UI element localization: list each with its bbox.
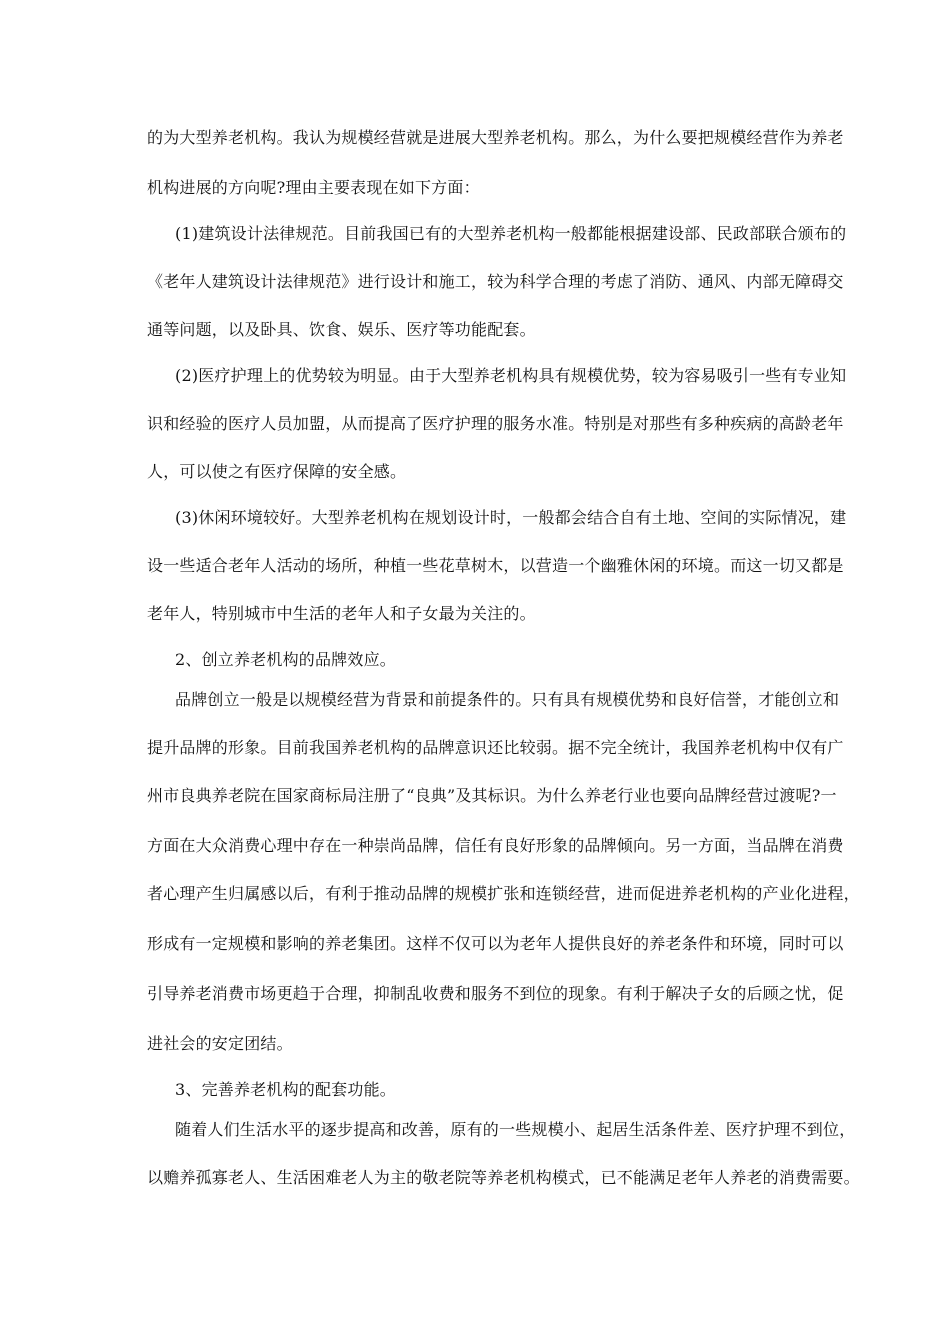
text-line: 形成有一定规模和影响的养老集团。这样不仅可以为老年人提供良好的养老条件和环境，同时可以	[147, 934, 844, 953]
text-line: 设一些适合老年人活动的场所，种植一些花草树木，以营造一个幽雅休闲的环境。而这一切又都是	[147, 556, 844, 575]
text-line: 的为大型养老机构。我认为规模经营就是进展大型养老机构。那么，为什么要把规模经营作为养老	[147, 128, 844, 147]
text-line: 机构进展的方向呢?理由主要表现在如下方面：	[147, 178, 480, 197]
text-line: 老年人，特别城市中生活的老年人和子女最为关注的。	[147, 604, 536, 623]
text-line: 《老年人建筑设计法律规范》进行设计和施工，较为科学合理的考虑了消防、通风、内部无障碍交	[147, 272, 844, 291]
text-line: 人，可以使之有医疗保障的安全感。	[147, 462, 407, 481]
text-line: 随着人们生活水平的逐步提高和改善，原有的一些规模小、起居生活条件差、医疗护理不到位，	[175, 1120, 856, 1139]
text-line: 州市良典养老院在国家商标局注册了“良典”及其标识。为什么养老行业也要向品牌经营过渡呢?一	[147, 786, 837, 805]
text-line: 引导养老消费市场更趋于合理，抑制乱收费和服务不到位的现象。有利于解决子女的后顾之忧，促	[147, 984, 844, 1003]
text-line: 识和经验的医疗人员加盟，从而提高了医疗护理的服务水准。特别是对那些有多种疾病的高龄老年	[147, 414, 844, 433]
paragraph-heading-1: (1)建筑设计法律规范。目前我国已有的大型养老机构一般都能根据建设部、民政部联合颁布的	[175, 224, 847, 243]
text-line: 品牌创立一般是以规模经营为背景和前提条件的。只有具有规模优势和良好信誉，才能创立和	[175, 690, 840, 709]
text-line: 者心理产生归属感以后，有利于推动品牌的规模扩张和连锁经营，进而促进养老机构的产业化进程，	[147, 884, 860, 903]
text-line: 方面在大众消费心理中存在一种崇尚品牌，信任有良好形象的品牌倾向。另一方面，当品牌在消费	[147, 836, 844, 855]
text-line: 通等问题，以及卧具、饮食、娱乐、医疗等功能配套。	[147, 320, 536, 339]
paragraph-heading-2: (2)医疗护理上的优势较为明显。由于大型养老机构具有规模优势，较为容易吸引一些有专业知	[175, 366, 847, 385]
text-line: 进社会的安定团结。	[147, 1034, 293, 1053]
text-line: 提升品牌的形象。目前我国养老机构的品牌意识还比较弱。据不完全统计，我国养老机构中仅有广	[147, 738, 844, 757]
section-heading-2: 2、创立养老机构的品牌效应。	[175, 650, 396, 669]
paragraph-heading-3: (3)休闲环境较好。大型养老机构在规划设计时，一般都会结合自有土地、空间的实际情况，建	[175, 508, 847, 527]
section-heading-3: 3、完善养老机构的配套功能。	[175, 1080, 396, 1099]
text-line: 以赡养孤寡老人、生活困难老人为主的敬老院等养老机构模式，已不能满足老年人养老的消费需要。	[147, 1168, 860, 1187]
